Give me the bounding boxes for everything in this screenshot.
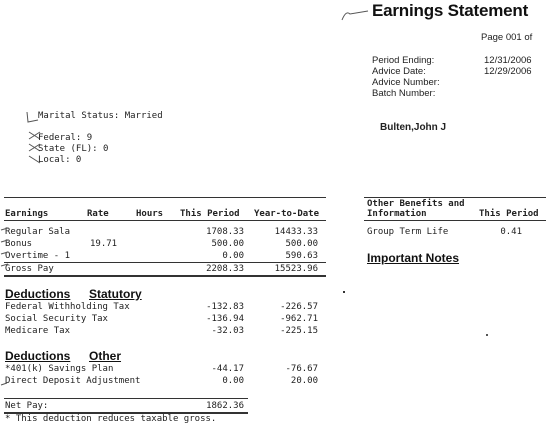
important-notes-title: Important Notes	[367, 251, 460, 265]
advice-date-value: 12/29/2006	[484, 66, 532, 77]
local-allowances: Local: 0	[38, 155, 82, 165]
col-ytd: Year-to-Date	[254, 209, 320, 219]
pen-mark-icon	[340, 8, 370, 22]
other-benefits-header-2: Information	[367, 209, 427, 219]
deductions-statutory-title: Deductions	[5, 287, 71, 301]
pen-tick-mark-icon	[0, 380, 8, 388]
other-benefits-header-1: Other Benefits and	[367, 199, 465, 209]
period-ending-value: 12/31/2006	[484, 55, 532, 66]
net-pay-label: Net Pay:	[5, 401, 49, 411]
speck	[486, 334, 488, 336]
pen-mark-icon	[25, 110, 39, 124]
col-earnings: Earnings	[5, 209, 49, 219]
marital-status: Marital Status: Married	[38, 111, 163, 121]
deductions-other-subtitle: Other	[89, 349, 122, 363]
net-pay-value: 1862.36	[206, 401, 244, 411]
col-this-period: This Period	[180, 209, 240, 219]
advice-date-label: Advice Date:	[372, 66, 426, 77]
page-number: Page 001 of	[481, 32, 533, 43]
deductions-statutory-subtitle: Statutory	[89, 287, 142, 301]
deductions-other-title: Deductions	[5, 349, 71, 363]
batch-number-label: Batch Number:	[372, 88, 436, 99]
state-allowances: State (FL): 0	[38, 144, 109, 154]
statement-title: Earnings Statement	[372, 1, 529, 20]
other-benefits-this-period: This Period	[479, 209, 539, 219]
footnote: * This deduction reduces taxable gross.	[5, 414, 217, 424]
pen-tick-marks-icon	[0, 222, 10, 274]
employee-name: Bulten,John J	[380, 122, 447, 133]
speck	[343, 291, 345, 293]
col-rate: Rate	[87, 209, 109, 219]
col-hours: Hours	[136, 209, 164, 219]
advice-number-label: Advice Number:	[372, 77, 440, 88]
period-ending-label: Period Ending:	[372, 55, 435, 66]
federal-allowances: Federal: 9	[38, 133, 93, 143]
